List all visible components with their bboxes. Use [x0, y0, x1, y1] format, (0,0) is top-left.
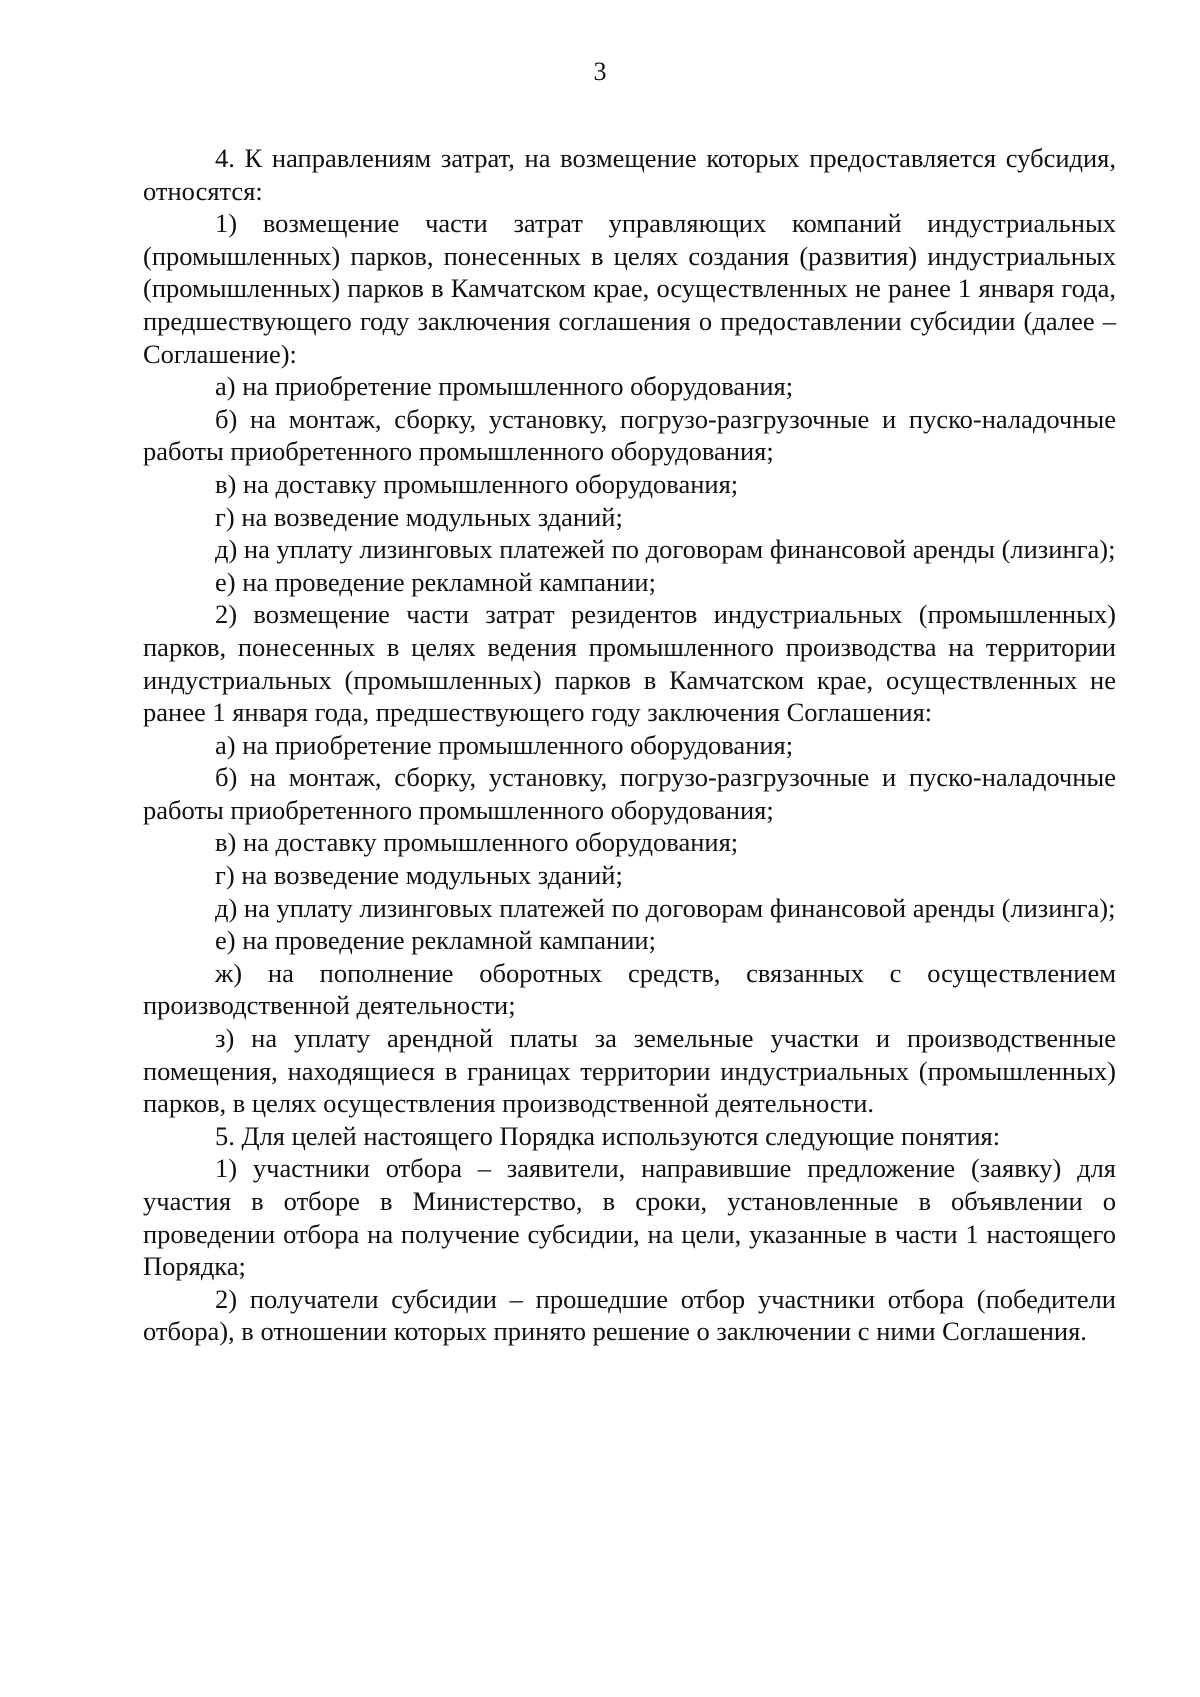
paragraph: 5. Для целей настоящего Порядка используются следующие понятия:: [215, 1120, 1001, 1151]
paragraph: в) на доставку промышленного оборудования;: [215, 468, 739, 499]
paragraph: б) на монтаж, сборку, установку, погрузо-разгрузочные и пуско-наладочные работы приобретенного промышленного оборудования;: [143, 762, 1116, 825]
page-number: 3: [593, 57, 607, 86]
document-body: [143, 142, 1116, 1348]
paragraph: а) на приобретение промышленного оборудования;: [215, 371, 794, 402]
paragraph: 2) возмещение части затрат резидентов индустриальных (промышленных) парков, понесенных в целях ведения промышленного производства на территории индустриальных (промышленных) парков в Камчатском крае, осуществленных не ранее 1 января года, предшествующего году заключения Соглашения:: [143, 599, 1116, 728]
paragraph: д) на уплату лизинговых платежей по договорам финансовой аренды (лизинга);: [215, 534, 1116, 565]
paragraph: ж) на пополнение оборотных средств, связанных с осуществлением производственной деятельности;: [143, 957, 1116, 1021]
paragraph: г) на возведение модульных зданий;: [215, 501, 623, 532]
paragraph: д) на уплату лизинговых платежей по договорам финансовой аренды (лизинга);: [215, 892, 1116, 923]
paragraph: з) на уплату арендной платы за земельные участки и производственные помещения, находящиеся в границах территории индустриальных (промышленных) парков, в целях осуществления производственной деятельности.: [143, 1023, 1116, 1119]
paragraph: е) на проведение рекламной кампании;: [215, 566, 656, 597]
paragraph: в) на доставку промышленного оборудования;: [215, 827, 739, 858]
paragraph: 2) получатели субсидии – прошедшие отбор участники отбора (победители отбора), в отношении которых принято решение о заключении с ними Соглашения.: [143, 1283, 1116, 1347]
paragraph: е) на проведение рекламной кампании;: [215, 925, 656, 956]
paragraph: 1) возмещение части затрат управляющих компаний индустриальных (промышленных) парков, понесенных в целях создания (развития) индустриальных (промышленных) парков в Камчатском крае, осуществленных не ранее 1 января года, предшествующего году заключения соглашения о предоставлении субсидии (далее – Соглашение):: [143, 208, 1116, 369]
paragraph: 1) участники отбора – заявители, направившие предложение (заявку) для участия в отборе в Министерство, в сроки, установленные в объявлении о проведении отбора на получение субсидии, на цели, указанные в части 1 настоящего Порядка;: [143, 1153, 1116, 1282]
paragraph: 4. К направлениям затрат, на возмещение которых предоставляется субсидия, относятся:: [143, 143, 1116, 206]
paragraph: б) на монтаж, сборку, установку, погрузо-разгрузочные и пуско-наладочные работы приобретенного промышленного оборудования;: [143, 403, 1116, 467]
paragraph: а) на приобретение промышленного оборудования;: [215, 729, 794, 760]
paragraph: г) на возведение модульных зданий;: [215, 860, 623, 891]
